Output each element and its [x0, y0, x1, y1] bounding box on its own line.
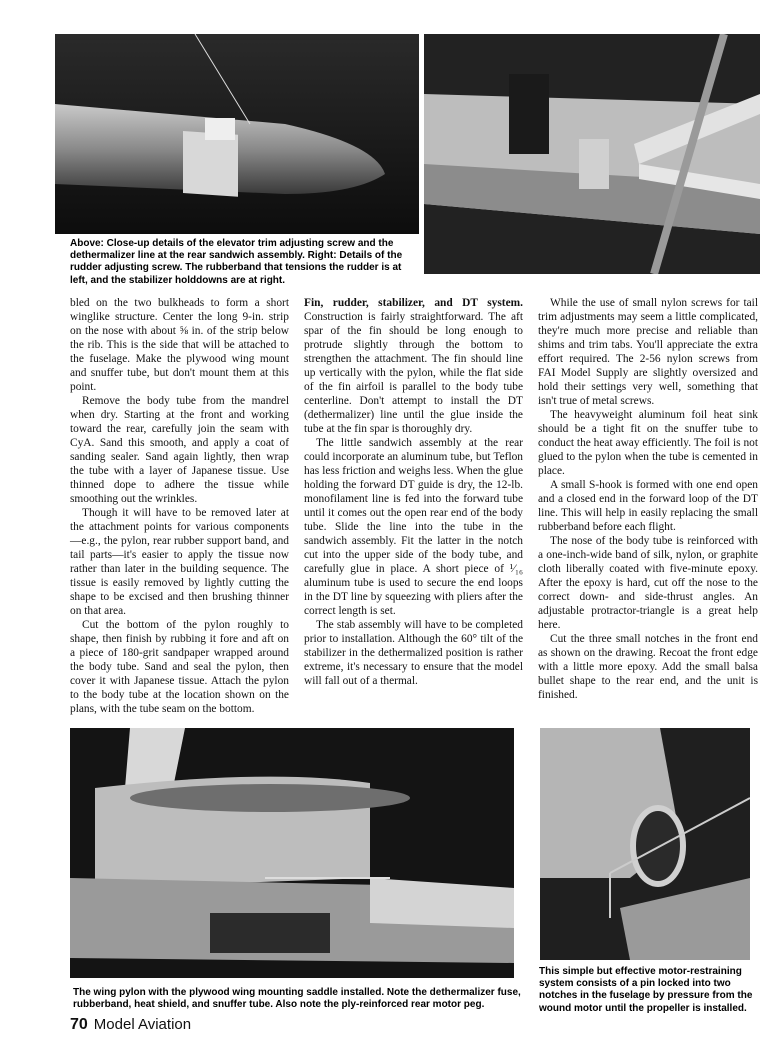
column2-paragraph: The little sandwich assembly at the rear could incorporate an aluminum tube, but Teflon has less friction and weighs less. When the glue holding the forward DT guide is dry, the 12-lb. monofilament line is fed into the forward tube until it comes out the open rear end of the body tube. Slide the line into the tube in the sandwich assembly. Fit the latter in the notch cut into the upper side of the body tube, and carefully glue in place. A short piece of ¹⁄₁₆ aluminum tube is used to secure the end loops in the DT line by squeezing with pliers after the correct length is set. — [304, 437, 523, 617]
text-column-2 — [304, 296, 523, 688]
photo-elevator-trim-closeup — [55, 34, 419, 234]
column2-paragraph: The stab assembly will have to be completed prior to installation. Although the 60° tilt of the stabilizer in the dethermalized position is rather extreme, it's necessary to ensure that the model will fall out of a thermal. — [304, 619, 523, 687]
text-column-1 — [70, 296, 289, 716]
top-photo-caption: Above: Close-up details of the elevator trim adjusting screw and the dethermalizer line at the rear sandwich assembly. Right: Details of the rudder adjusting screw. The rubberband that tensions the rudder is at left, and the stabilizer holddowns are at right. — [70, 238, 403, 286]
column3-paragraph: Cut the three small notches in the front end as shown on the drawing. Recoat the front edge with a little more epoxy. Add the small balsa bullet shape to the rear end, and the unit is finished. — [538, 633, 758, 701]
magazine-name: Model Aviation — [93, 1016, 192, 1033]
column2-heading-paragraph — [304, 296, 523, 436]
column1-paragraph: Though it will have to be removed later at the attachment points for various components—e.g., the pylon, rear rubber support band, and tail parts—it's easier to apply the tissue now rather than later in the building sequence. The tissue is easily removed by lightly cutting the shape to be excised and then brushing thinner on that area. — [70, 507, 289, 617]
page-number: 70 — [70, 1016, 88, 1033]
page-footer — [70, 1016, 191, 1034]
photo-rudder-adjusting-screw — [424, 34, 760, 274]
bottom-right-caption: This simple but effective motor-restraining system consists of a pin locked into two notches in the fuselage by pressure from the wound motor until the propeller is installed. — [539, 966, 753, 1014]
column1-paragraph: Remove the body tube from the mandrel when dry. Starting at the front and working toward the rear, carefully join the seam with CyA. Sand this smooth, and apply a coat of sanding sealer. Sand again lightly, then wrap the tube with a layer of Japanese tissue. Use thinned dope to adhere the tissue while smoothing out the wrinkles. — [70, 395, 289, 505]
column2-heading-text: Construction is fairly straightforward. The aft spar of the fin should be long enough to protrude slightly through the bottom to strengthen the attachment. The fin should line up vertically with the pylon, while the flat side of the fin airfoil is parallel to the body tube centerline. Don't attempt to install the DT (dethermalizer) line until the glue inside the tube at the fin spar is thoroughly dry. — [304, 311, 523, 435]
column3-paragraph: The heavyweight aluminum foil heat sink should be a tight fit on the snuffer tube to conduct the heat away efficiently. The foil is not glued to the pylon when the tube is cemented in place. — [538, 409, 758, 477]
column3-paragraph: A small S-hook is formed with one end open and a closed end in the forward loop of the DT line. This will help in easily replacing the small rubberband before each flight. — [538, 479, 758, 533]
text-column-3 — [538, 296, 758, 702]
photo-wing-pylon — [70, 728, 514, 978]
column3-paragraph: While the use of small nylon screws for tail trim adjustments may seem a little complicated, they're much more precise and reliable than shims and trim tabs. You'll appreciate the extra effort required. The 2-56 nylon screws from FAI Model Supply are slightly oversized and hold their settings very well, something that isn't true of metal screws. — [538, 297, 758, 407]
column1-paragraph: Cut the bottom of the pylon roughly to shape, then finish by rubbing it fore and aft on a piece of 180-grit sandpaper wrapped around the body tube. Sand and seal the pylon, then cover it with Japanese tissue. Attach the pylon to the body tube at the location shown on the plans, with the tube seam on the bottom. — [70, 619, 289, 715]
photo-motor-restraint — [540, 728, 750, 960]
bottom-left-caption: The wing pylon with the plywood wing mounting saddle installed. Note the dethermalizer fuse, rubberband, heat shield, and snuffer tube. Also note the ply-reinforced rear motor peg. — [73, 987, 521, 1011]
column1-paragraph: bled on the two bulkheads to form a short winglike structure. Center the long 9-in. strip on the nose with about ⅝ in. of the strip below the rib. This is the side that will be attached to the fuselage. Make the plywood wing mount and snuffer tube, but don't mount them at this point. — [70, 297, 289, 393]
section-heading-fin-rudder: Fin, rudder, stabilizer, and DT system. — [304, 297, 523, 309]
column3-paragraph: The nose of the body tube is reinforced with a one-inch-wide band of silk, nylon, or graphite cloth liberally coated with five-minute epoxy. After the epoxy is hard, cut off the nose to the correct down- and side-thrust angles. An adjustable protractor-triangle is a great help here. — [538, 535, 758, 631]
